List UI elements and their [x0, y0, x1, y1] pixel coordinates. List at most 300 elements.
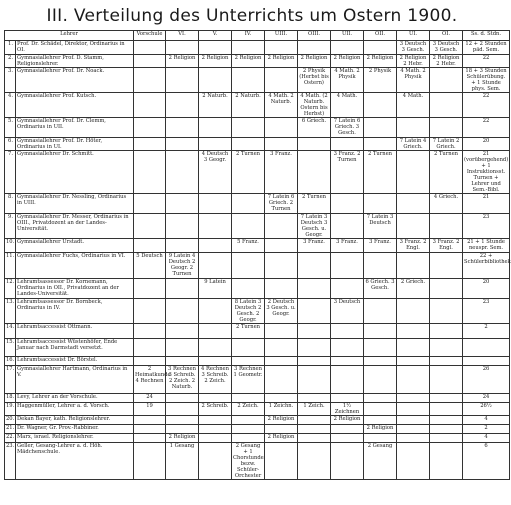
- lesson-cell: [166, 339, 199, 357]
- lesson-cell: [265, 253, 298, 279]
- lesson-cell: [430, 443, 463, 480]
- lesson-cell: [232, 357, 265, 366]
- table-header-row: [5, 31, 510, 41]
- lesson-cell: [134, 324, 166, 339]
- table-row: [5, 93, 510, 118]
- header-v: V.: [199, 31, 232, 41]
- lesson-cell: [134, 434, 166, 443]
- lesson-cell: [331, 279, 364, 299]
- lesson-cell: 22: [463, 118, 510, 138]
- lesson-cell: [232, 214, 265, 239]
- lesson-cell: [134, 443, 166, 480]
- lesson-cell: 2 Religion: [298, 55, 331, 68]
- row-number: 16.: [5, 357, 16, 366]
- row-number: 11.: [5, 253, 16, 279]
- lesson-cell: [298, 366, 331, 394]
- teacher-name: Dr. Wagner, Gr. Prov.-Rabbiner.: [16, 425, 134, 434]
- lesson-cell: [397, 214, 430, 239]
- teacher-name: Prof. Dr. Schädel, Direktor, Ordinarius in OI.: [16, 41, 134, 55]
- lesson-cell: [397, 194, 430, 214]
- teacher-name: Gymnasiallehrer Prof. Kutsch.: [16, 93, 134, 118]
- teacher-name: Gymnasiallehrer Hartmann, Ordinarius in V.: [16, 366, 134, 394]
- table-row: [5, 138, 510, 151]
- lesson-cell: [232, 279, 265, 299]
- lesson-cell: [166, 93, 199, 118]
- lesson-cell: [430, 434, 463, 443]
- table-row: [5, 151, 510, 194]
- lesson-cell: 2 Zeich.: [232, 403, 265, 416]
- lesson-cell: [430, 93, 463, 118]
- lesson-cell: [199, 357, 232, 366]
- lesson-cell: 4: [463, 416, 510, 425]
- lesson-cell: 1½ Zeichnen: [331, 403, 364, 416]
- lesson-cell: 1 Gesang: [166, 443, 199, 480]
- header-uiii: UIII.: [265, 31, 298, 41]
- lesson-cell: [199, 394, 232, 403]
- lesson-cell: 2 Religion 2 Hebr.: [397, 55, 430, 68]
- table-row: [5, 194, 510, 214]
- lesson-cell: [199, 299, 232, 324]
- lesson-cell: [430, 403, 463, 416]
- teacher-name: Lehramtsassessor Dr. Bornbeck, Ordinarius in IV.: [16, 299, 134, 324]
- lesson-cell: 4 Math. 2 Naturb.: [265, 93, 298, 118]
- lesson-cell: [265, 68, 298, 93]
- lesson-cell: [166, 416, 199, 425]
- lesson-cell: [265, 279, 298, 299]
- lesson-cell: 21: [463, 194, 510, 214]
- lesson-cell: 7 Latein 4 Griech.: [397, 138, 430, 151]
- table-row: [5, 357, 510, 366]
- lesson-cell: [364, 324, 397, 339]
- lesson-cell: [430, 299, 463, 324]
- table-row: [5, 324, 510, 339]
- lesson-cell: [166, 357, 199, 366]
- lesson-cell: 2 Griech.: [397, 279, 430, 299]
- header-lehrer: Lehrer: [5, 31, 134, 41]
- table-row: [5, 239, 510, 253]
- lesson-cell: 3 Franz. 2 Engl.: [397, 239, 430, 253]
- lesson-cell: [166, 394, 199, 403]
- table-row: [5, 55, 510, 68]
- lesson-cell: [232, 194, 265, 214]
- lesson-cell: [298, 394, 331, 403]
- lesson-cell: [199, 425, 232, 434]
- lesson-cell: 23: [463, 299, 510, 324]
- page-title: III. Verteilung des Unterrichts um Ostern 1900.: [46, 6, 458, 26]
- lesson-cell: [134, 425, 166, 434]
- lesson-cell: [199, 339, 232, 357]
- lesson-cell: [397, 299, 430, 324]
- lesson-cell: [166, 41, 199, 55]
- lesson-cell: [134, 194, 166, 214]
- lesson-cell: 22 + Schülerbibliothek: [463, 253, 510, 279]
- lesson-cell: [298, 339, 331, 357]
- lesson-cell: 6 Griech.: [298, 118, 331, 138]
- lesson-cell: [199, 194, 232, 214]
- lesson-cell: [430, 324, 463, 339]
- lesson-cell: 2 Religion 2 Hebr.: [430, 55, 463, 68]
- lesson-cell: [397, 253, 430, 279]
- lesson-cell: [166, 151, 199, 194]
- lesson-cell: [298, 357, 331, 366]
- lesson-cell: [430, 416, 463, 425]
- lesson-cell: [463, 339, 510, 357]
- lesson-cell: 3 Deutsch: [331, 299, 364, 324]
- row-number: 8.: [5, 194, 16, 214]
- lesson-cell: 9 Latein 4 Deutsch 2 Geogr. 2 Turnen: [166, 253, 199, 279]
- teacher-name: Lehramtsaccessist Wüstenhöfer, Ende Januar nach Darmstadt versetzt.: [16, 339, 134, 357]
- lesson-cell: [298, 416, 331, 425]
- lesson-cell: [430, 214, 463, 239]
- row-number: 12.: [5, 279, 16, 299]
- lesson-cell: 3 Franz.: [265, 151, 298, 194]
- lesson-cell: 5 Franz.: [232, 239, 265, 253]
- lesson-cell: [166, 68, 199, 93]
- lesson-cell: [134, 138, 166, 151]
- header-vorschule: Vorschule: [134, 31, 166, 41]
- lesson-cell: 4: [463, 434, 510, 443]
- lesson-cell: [199, 443, 232, 480]
- lesson-cell: 2 Physik (Herbst bis Ostern): [298, 68, 331, 93]
- teacher-name: Gymnasiallehrer Fuchs, Ordinarius in VI.: [16, 253, 134, 279]
- lesson-cell: [265, 339, 298, 357]
- lesson-cell: 6 Griech. 3 Gesch.: [364, 279, 397, 299]
- lesson-cell: 2 Gesang: [364, 443, 397, 480]
- row-number: 7.: [5, 151, 16, 194]
- lesson-cell: [134, 239, 166, 253]
- lesson-cell: 2 Religion: [232, 55, 265, 68]
- lesson-cell: [265, 357, 298, 366]
- lesson-cell: [166, 425, 199, 434]
- lesson-cell: [134, 214, 166, 239]
- teacher-name: Gymnasiallehrer Dr. Nessling, Ordinarius in UIII.: [16, 194, 134, 214]
- lesson-cell: [397, 434, 430, 443]
- lesson-cell: 3 Franz.: [364, 239, 397, 253]
- lesson-cell: [298, 138, 331, 151]
- teacher-name: Gymnasiallehrer Dr. Messer, Ordinarius in OIII., Privatdozent an der Landes-Universität.: [16, 214, 134, 239]
- lesson-cell: [166, 239, 199, 253]
- teacher-name: Haggenmüller, Lehrer a. d. Vorsch.: [16, 403, 134, 416]
- lesson-cell: [298, 41, 331, 55]
- lesson-cell: [199, 138, 232, 151]
- lesson-cell: [134, 118, 166, 138]
- lesson-cell: [298, 425, 331, 434]
- lesson-cell: [199, 214, 232, 239]
- lesson-cell: 2 Naturb.: [232, 93, 265, 118]
- lesson-cell: [331, 41, 364, 55]
- lesson-cell: 2 Schreib.: [199, 403, 232, 416]
- teacher-name: Lehramtsassessor Dr. Kornemann, Ordinarius in OII., Privatdozent an der Landes-Universität.: [16, 279, 134, 299]
- lesson-cell: [265, 443, 298, 480]
- table-row: [5, 339, 510, 357]
- lesson-cell: [166, 279, 199, 299]
- lesson-cell: 18 + 3 Stunden Schülerübung. + 1 Stunde phys. Sem.: [463, 68, 510, 93]
- lesson-cell: [232, 434, 265, 443]
- lesson-cell: [331, 394, 364, 403]
- lesson-cell: [232, 425, 265, 434]
- row-number: 1.: [5, 41, 16, 55]
- teacher-name: Dekan Bayer, kath. Religionslehrer.: [16, 416, 134, 425]
- lesson-cell: 22: [463, 55, 510, 68]
- lesson-cell: [232, 339, 265, 357]
- lesson-cell: [265, 118, 298, 138]
- table-row: [5, 403, 510, 416]
- lesson-cell: 3 Deutsch 3 Gesch.: [430, 41, 463, 55]
- lesson-cell: 20: [463, 279, 510, 299]
- lesson-cell: 2 Turnen: [232, 151, 265, 194]
- lesson-cell: [134, 416, 166, 425]
- lesson-cell: [166, 118, 199, 138]
- lesson-cell: [232, 68, 265, 93]
- lesson-cell: [166, 138, 199, 151]
- lesson-cell: [265, 138, 298, 151]
- table-row: [5, 68, 510, 93]
- teacher-name: Gymnasiallehrer Dr. Schmitt.: [16, 151, 134, 194]
- lesson-cell: [430, 339, 463, 357]
- row-number: 19.: [5, 403, 16, 416]
- header-iv: IV.: [232, 31, 265, 41]
- table-row: [5, 41, 510, 55]
- lesson-cell: [199, 416, 232, 425]
- lesson-cell: [331, 253, 364, 279]
- lesson-cell: [331, 214, 364, 239]
- lesson-cell: 2 Naturb.: [199, 93, 232, 118]
- teacher-name: Gymnasiallehrer Urstadt.: [16, 239, 134, 253]
- lesson-cell: [364, 403, 397, 416]
- lesson-cell: 3 Rechnen 3 Schreib. 2 Zeich. 2 Naturb.: [166, 366, 199, 394]
- lesson-cell: [430, 253, 463, 279]
- lesson-cell: 7 Latein 3 Deutsch: [364, 214, 397, 239]
- lesson-cell: [430, 394, 463, 403]
- table-row: [5, 434, 510, 443]
- lesson-cell: 4 Deutsch 3 Geogr.: [199, 151, 232, 194]
- lesson-cell: [134, 93, 166, 118]
- lesson-cell: 26: [463, 366, 510, 394]
- lesson-cell: [199, 68, 232, 93]
- lesson-cell: 2 Religion: [364, 425, 397, 434]
- row-number: 20.: [5, 416, 16, 425]
- lesson-cell: [265, 394, 298, 403]
- row-number: 22.: [5, 434, 16, 443]
- lesson-cell: 2 Religion: [166, 434, 199, 443]
- lesson-cell: 3 Franz. 2 Turnen: [331, 151, 364, 194]
- table-body: [5, 41, 510, 480]
- lesson-cell: [134, 299, 166, 324]
- lesson-cell: [265, 41, 298, 55]
- lesson-cell: 6: [463, 443, 510, 480]
- lesson-cell: [364, 434, 397, 443]
- lesson-cell: [364, 357, 397, 366]
- lesson-cell: [331, 425, 364, 434]
- row-number: 21.: [5, 425, 16, 434]
- lesson-cell: [331, 194, 364, 214]
- lesson-cell: [364, 416, 397, 425]
- teacher-name: Gymnasiallehrer Prof. Dr. Höter, Ordinarius in UI.: [16, 138, 134, 151]
- lesson-cell: [331, 339, 364, 357]
- table-row: [5, 214, 510, 239]
- row-number: 17.: [5, 366, 16, 394]
- lesson-cell: 2 Religion: [331, 416, 364, 425]
- table-row: [5, 416, 510, 425]
- lesson-cell: [397, 366, 430, 394]
- lesson-cell: [199, 324, 232, 339]
- lesson-cell: [430, 118, 463, 138]
- teacher-name: Gymnasiallehrer Prof. Dr. Clemm, Ordinarius in UII.: [16, 118, 134, 138]
- row-number: 14.: [5, 324, 16, 339]
- lesson-cell: [232, 118, 265, 138]
- teacher-name: Marx, israel. Religionslehrer.: [16, 434, 134, 443]
- lesson-cell: 2 Religion: [199, 55, 232, 68]
- lesson-cell: 19: [134, 403, 166, 416]
- lesson-cell: 2 Religion: [331, 55, 364, 68]
- teacher-name: Lehramtsaccessist Dr. Börstel.: [16, 357, 134, 366]
- row-number: 15.: [5, 339, 16, 357]
- header-ui: UI.: [397, 31, 430, 41]
- lesson-cell: [199, 41, 232, 55]
- lesson-cell: 7 Latein 3 Deutsch 3 Gesch. u. Geogr.: [298, 214, 331, 239]
- lesson-cell: [397, 357, 430, 366]
- lesson-cell: [397, 394, 430, 403]
- row-number: 18.: [5, 394, 16, 403]
- header-stunden: Ss. d. Stdn.: [463, 31, 510, 41]
- lesson-cell: 7 Latein 6 Griech. 3 Gesch.: [331, 118, 364, 138]
- table-row: [5, 118, 510, 138]
- header-oiii: OIII.: [298, 31, 331, 41]
- lesson-cell: [199, 434, 232, 443]
- lesson-cell: 3 Franz. 2 Engl.: [430, 239, 463, 253]
- lesson-cell: [364, 339, 397, 357]
- lesson-cell: 26½: [463, 403, 510, 416]
- lesson-cell: 4 Math.: [331, 93, 364, 118]
- lesson-cell: [232, 416, 265, 425]
- table-row: [5, 425, 510, 434]
- lesson-cell: [364, 299, 397, 324]
- lesson-cell: [430, 366, 463, 394]
- lesson-cell: [232, 394, 265, 403]
- lesson-cell: [265, 425, 298, 434]
- lesson-cell: [331, 434, 364, 443]
- lesson-cell: [364, 118, 397, 138]
- lesson-cell: [199, 118, 232, 138]
- lesson-cell: [298, 443, 331, 480]
- lesson-cell: 21 + 1 Stunde neuspr. Sem.: [463, 239, 510, 253]
- lesson-cell: [430, 68, 463, 93]
- teacher-name: Gymnasiallehrer Prof. D. Stamm, Religionslehrer.: [16, 55, 134, 68]
- lesson-cell: 9 Latein: [199, 279, 232, 299]
- lesson-cell: [298, 151, 331, 194]
- header-uii: UII.: [331, 31, 364, 41]
- row-number: 13.: [5, 299, 16, 324]
- lesson-cell: [397, 425, 430, 434]
- teacher-name: Geller, Gesang-Lehrer a. d. Höh. Mädchenschule.: [16, 443, 134, 480]
- lesson-cell: 2 Religion: [166, 55, 199, 68]
- table-row: [5, 366, 510, 394]
- lesson-cell: [364, 194, 397, 214]
- lesson-cell: [331, 324, 364, 339]
- lesson-cell: 2 Turnen: [298, 194, 331, 214]
- lesson-cell: 4 Math. 2 Physik: [331, 68, 364, 93]
- lesson-cell: 2: [463, 425, 510, 434]
- lesson-cell: [331, 443, 364, 480]
- lesson-cell: [265, 214, 298, 239]
- table-row: [5, 443, 510, 480]
- lesson-cell: [364, 93, 397, 118]
- lesson-cell: [364, 41, 397, 55]
- lesson-cell: [397, 403, 430, 416]
- lesson-cell: [166, 299, 199, 324]
- lesson-cell: 7 Latein 6 Griech. 2 Turnen: [265, 194, 298, 214]
- lesson-cell: 4 Griech.: [430, 194, 463, 214]
- lesson-cell: 4 Rechnen 3 Schreib. 2 Zeich.: [199, 366, 232, 394]
- lesson-cell: 2 Religion: [265, 434, 298, 443]
- lesson-cell: [397, 443, 430, 480]
- header-oi: OI.: [430, 31, 463, 41]
- lesson-cell: [265, 366, 298, 394]
- lesson-cell: 2 Religion: [265, 55, 298, 68]
- lesson-cell: [134, 279, 166, 299]
- lesson-cell: [430, 357, 463, 366]
- lesson-cell: [265, 324, 298, 339]
- lesson-cell: [463, 357, 510, 366]
- lesson-cell: [331, 138, 364, 151]
- lesson-cell: [298, 434, 331, 443]
- lesson-cell: [364, 366, 397, 394]
- lesson-cell: 2 Turnen: [364, 151, 397, 194]
- lesson-cell: 4 Math. (2 Naturb. Ostern bis Herbst): [298, 93, 331, 118]
- lesson-cell: [166, 214, 199, 239]
- lesson-cell: 24: [134, 394, 166, 403]
- lesson-cell: [397, 118, 430, 138]
- lesson-cell: 2 Turnen: [430, 151, 463, 194]
- lesson-cell: 8 Latein 3 Deutsch 2 Gesch. 2 Geogr.: [232, 299, 265, 324]
- lesson-cell: 24: [463, 394, 510, 403]
- lesson-cell: [364, 253, 397, 279]
- row-number: 23.: [5, 443, 16, 480]
- row-number: 6.: [5, 138, 16, 151]
- lesson-cell: [430, 425, 463, 434]
- lesson-cell: [331, 366, 364, 394]
- header-oii: OII.: [364, 31, 397, 41]
- lesson-cell: [199, 253, 232, 279]
- lesson-cell: [397, 151, 430, 194]
- lesson-cell: 3 Rechnen 1 Geometr.: [232, 366, 265, 394]
- teacher-name: Lehramtsaccessist Ottmann.: [16, 324, 134, 339]
- row-number: 3.: [5, 68, 16, 93]
- lesson-cell: [232, 138, 265, 151]
- header-vi: VI.: [166, 31, 199, 41]
- lesson-cell: [134, 41, 166, 55]
- lesson-cell: [134, 55, 166, 68]
- lesson-cell: 1 Zeich.: [298, 403, 331, 416]
- lesson-cell: [134, 151, 166, 194]
- lesson-cell: 5 Deutsch: [134, 253, 166, 279]
- lesson-cell: 3 Franz.: [298, 239, 331, 253]
- lesson-cell: [232, 253, 265, 279]
- lesson-cell: [397, 416, 430, 425]
- teacher-name: Gymnasiallehrer Prof. Dr. Noack.: [16, 68, 134, 93]
- lesson-cell: [166, 324, 199, 339]
- lesson-cell: [134, 339, 166, 357]
- lesson-cell: 20: [463, 138, 510, 151]
- lesson-cell: 2 Religion: [364, 55, 397, 68]
- lesson-cell: 2 Heimatkunde 4 Rechnen: [134, 366, 166, 394]
- lesson-cell: [166, 403, 199, 416]
- lesson-cell: [134, 357, 166, 366]
- lesson-cell: 12 + 2 Stunden päd. Sem.: [463, 41, 510, 55]
- lesson-cell: 2 Gesang + 1 Chorstunde bezw. Schüler-Orchester: [233, 443, 264, 479]
- lesson-cell: 7 Latein 2 Griech.: [430, 138, 463, 151]
- lesson-cell: [232, 41, 265, 55]
